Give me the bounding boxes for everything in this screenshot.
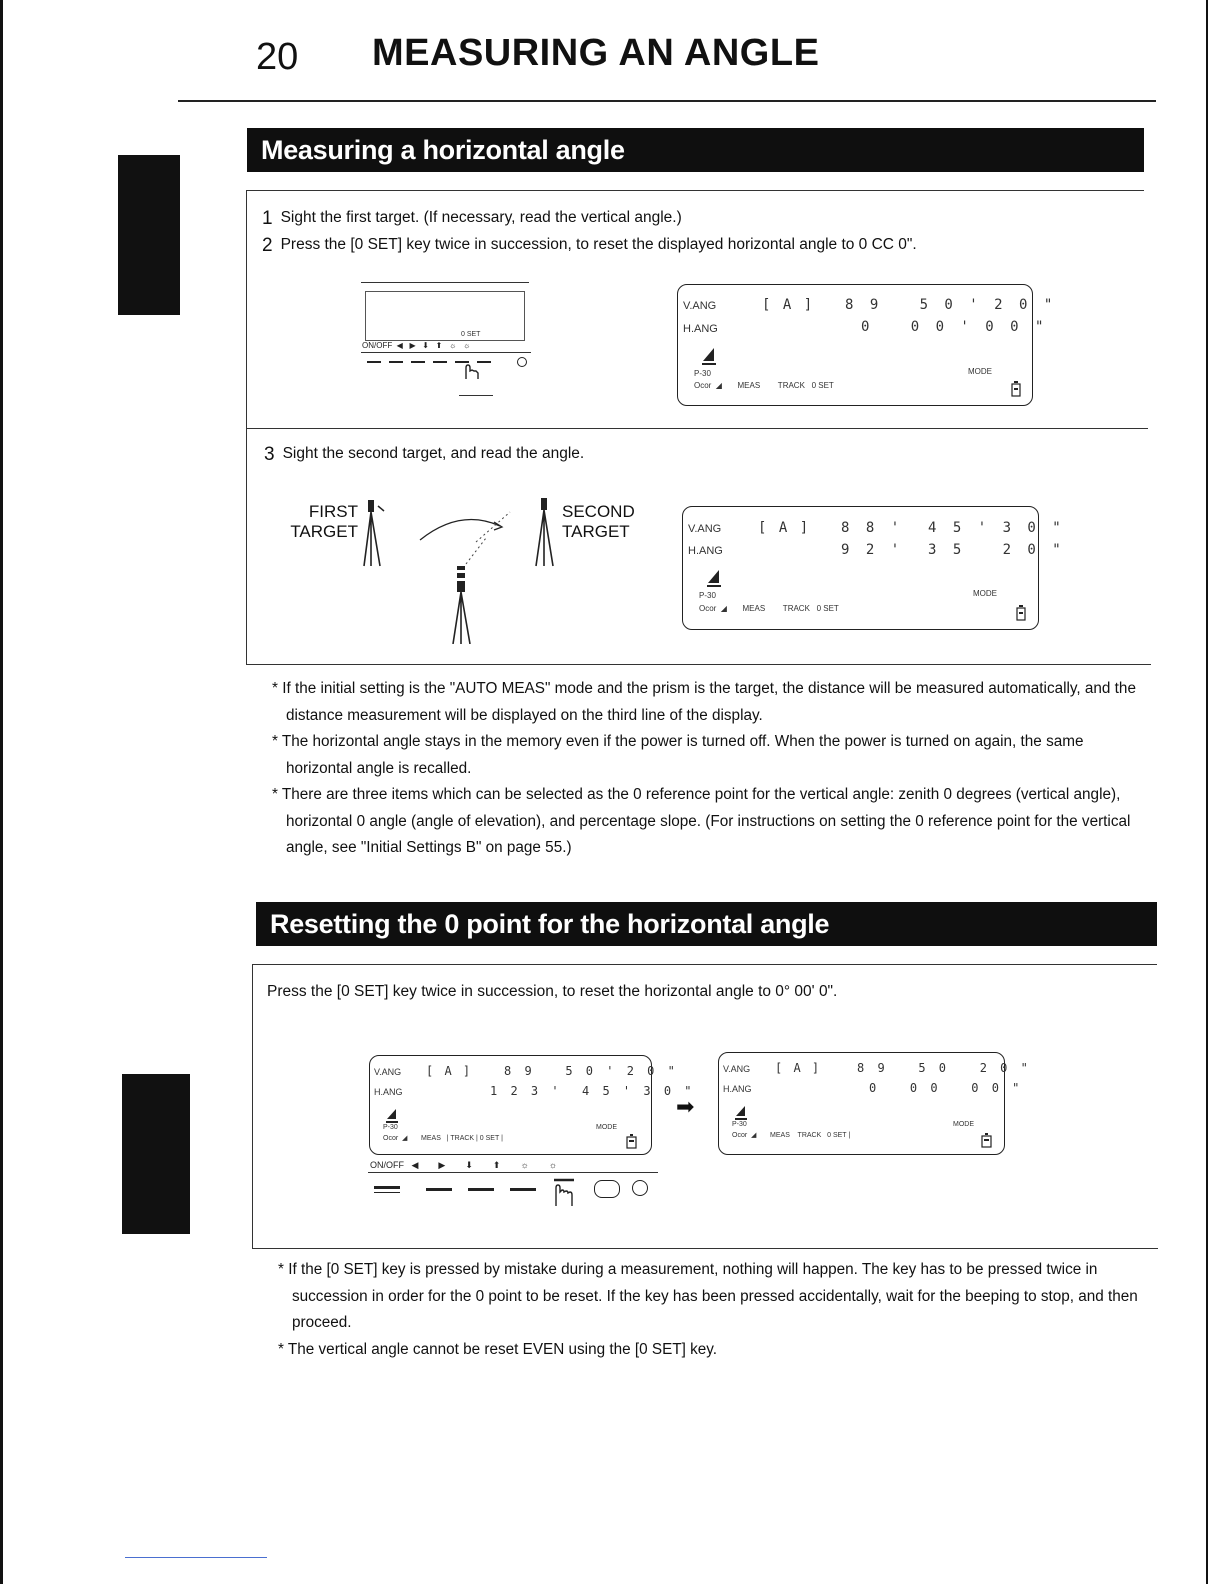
panel-c-circle-key xyxy=(632,1180,648,1196)
reset-instruction: Press the [0 SET] key twice in succession, to reset the horizontal angle to 0° 00' 0". xyxy=(267,983,838,1000)
display-a-vang-label: V.ANG xyxy=(683,300,717,312)
display-c-h-value: 1 2 3 ' 4 5 ' 3 0 " xyxy=(490,1084,695,1098)
rotation-arc xyxy=(420,520,500,540)
lcd-display-a xyxy=(677,284,1057,406)
lcd-display-d xyxy=(718,1052,1031,1155)
first-target-line-2: TARGET xyxy=(290,522,358,541)
panel-a-key-1 xyxy=(367,361,381,363)
panel-a-key-3 xyxy=(411,361,425,363)
keypad-illustration-a xyxy=(357,282,532,400)
page-right-edge xyxy=(1206,0,1208,1584)
battery-icon xyxy=(626,1134,637,1149)
display-d-mode-label: MODE xyxy=(953,1121,974,1128)
prism-icon xyxy=(707,569,721,587)
display-c-p30-label: P-30 xyxy=(383,1124,398,1131)
note-reference-point: * There are three items which can be selected as the 0 reference point for the vertical angle: zenith 0 degrees (vertical angle), horizontal 0 angle (angle of elevation), and percentage slope. (For instructions on setting the 0 reference point for the vertical angle, see "Initial Settings B" on page 55.) xyxy=(272,786,1131,856)
display-c-mode-bracket: [ A ] xyxy=(426,1064,473,1078)
section1-rule-top xyxy=(247,190,1144,191)
battery-icon xyxy=(1015,605,1027,621)
battery-icon xyxy=(1010,381,1022,397)
panel-c-key-2 xyxy=(426,1188,452,1191)
hand-pointer-icon xyxy=(461,362,481,380)
target-sighting-diagram xyxy=(360,498,560,644)
page-number: 20 xyxy=(256,36,299,78)
panel-a-set-label: 0 SET xyxy=(461,331,481,338)
display-a-softkeys: Ocor ◢ MEAS TRACK 0 SET xyxy=(694,381,834,390)
display-c-mode-label: MODE xyxy=(596,1124,617,1131)
display-d-v-value: 8 9 5 0 2 0 " xyxy=(857,1061,1031,1075)
panel-a-key-labels: ON/OFF ◀ ▶ ⬇ ⬆ ☼ ☼ xyxy=(362,341,471,350)
section2-left-rule xyxy=(252,964,253,1248)
page-left-edge xyxy=(0,0,3,1584)
step-1-number: 1 xyxy=(262,208,273,229)
first-target-tripod-icon xyxy=(364,500,384,566)
section1-notes xyxy=(272,676,1142,862)
display-b-v-value: 8 8 ' 4 5 ' 3 0 " xyxy=(841,520,1065,536)
thumb-index-tab-top xyxy=(118,155,180,315)
second-target-line-2: TARGET xyxy=(562,522,630,541)
display-a-mode-bracket: [ A ] xyxy=(762,297,815,313)
display-a-h-value: 0 0 0 ' 0 0 " xyxy=(861,319,1048,335)
panel-c-key-4 xyxy=(510,1188,536,1191)
panel-a-screen xyxy=(365,291,525,341)
display-c-vang-label: V.ANG xyxy=(374,1067,402,1077)
lcd-display-b xyxy=(682,506,1065,630)
section1-bottom-rule xyxy=(246,664,1151,665)
section2-rule-top xyxy=(252,964,1157,965)
display-d-h-value: 0 0 0 0 0 " xyxy=(869,1081,1023,1095)
section1-left-rule xyxy=(246,190,247,664)
section2-notes xyxy=(278,1257,1150,1363)
panel-c-key-1 xyxy=(374,1186,400,1189)
second-target-tripod-icon xyxy=(536,498,553,566)
step-3-number: 3 xyxy=(264,444,275,465)
panel-c-key-labels: ON/OFF ◀ ▶ ⬇ ⬆ ☼ ☼ xyxy=(370,1160,557,1170)
display-b-vang-label: V.ANG xyxy=(688,523,722,535)
display-b-softkeys: Ocor ◢ MEAS TRACK 0 SET xyxy=(699,604,839,613)
display-a-mode-label: MODE xyxy=(968,367,992,376)
page-title: MEASURING AN ANGLE xyxy=(372,32,820,74)
display-a-v-value: 8 9 5 0 ' 2 0 " xyxy=(845,297,1057,313)
display-a-p30-label: P-30 xyxy=(694,369,711,378)
lcd-display-c xyxy=(369,1055,695,1155)
first-target-line-1: FIRST xyxy=(308,502,358,521)
prism-icon xyxy=(386,1108,398,1123)
section-title-measuring: Measuring a horizontal angle xyxy=(261,135,625,165)
display-d-p30-label: P-30 xyxy=(732,1121,747,1128)
step-1 xyxy=(262,208,682,230)
panel-a-key-2 xyxy=(389,361,403,363)
panel-c-key-3 xyxy=(468,1188,494,1191)
section-title-resetting: Resetting the 0 point for the horizontal angle xyxy=(270,909,830,939)
display-b-h-value: 9 2 ' 3 5 2 0 " xyxy=(841,542,1065,558)
prism-icon xyxy=(702,347,716,365)
display-d-softkeys: Ocor ◢ MEAS TRACK 0 SET | xyxy=(732,1132,851,1139)
section-bar-resetting xyxy=(256,902,1157,946)
step-2-number: 2 xyxy=(262,235,273,256)
display-d-mode-bracket: [ A ] xyxy=(775,1061,822,1075)
display-d-hang-label: H.ANG xyxy=(723,1084,752,1094)
thumb-index-tab-bottom xyxy=(122,1074,190,1234)
display-a-hang-label: H.ANG xyxy=(683,323,718,335)
second-target-line-1: SECOND xyxy=(562,502,635,521)
display-b-mode-bracket: [ A ] xyxy=(758,520,811,536)
note-mistake-press: * If the [0 SET] key is pressed by mistake during a measurement, nothing will happen. The key has to be pressed twice in succession in order for the 0 point to be reset. If the key has been pressed accidentally, wait for the beeping to stop, and then proceed. xyxy=(278,1261,1138,1331)
panel-c-oval-key xyxy=(594,1180,620,1198)
hand-pointer-icon xyxy=(548,1176,580,1208)
step-2-text: Press the [0 SET] key twice in succession, to reset the displayed horizontal angle to 0 CC 0". xyxy=(280,236,917,253)
display-b-hang-label: H.ANG xyxy=(688,545,723,557)
instrument-tripod-icon xyxy=(453,566,470,644)
battery-icon xyxy=(981,1133,992,1148)
section-bar-measuring xyxy=(247,128,1144,172)
step-1-text: Sight the first target. (If necessary, read the vertical angle.) xyxy=(280,209,682,226)
note-memory: * The horizontal angle stays in the memory even if the power is turned off. When the power is turned on again, the same horizontal angle is recalled. xyxy=(272,733,1084,777)
step-3 xyxy=(264,444,584,466)
footer-link-rule xyxy=(125,1557,267,1558)
step-2 xyxy=(262,235,917,257)
panel-a-circle-key xyxy=(517,357,527,367)
display-d-vang-label: V.ANG xyxy=(723,1064,751,1074)
prism-icon xyxy=(735,1105,747,1120)
display-b-mode-label: MODE xyxy=(973,589,997,598)
display-c-v-value: 8 9 5 0 ' 2 0 " xyxy=(504,1064,678,1078)
note-vertical-reset: * The vertical angle cannot be reset EVEN using the [0 SET] key. xyxy=(278,1340,718,1358)
display-c-hang-label: H.ANG xyxy=(374,1087,403,1097)
section2-bottom-rule xyxy=(252,1248,1158,1249)
note-auto-meas: * If the initial setting is the "AUTO MEAS" mode and the prism is the target, the distance will be measured automatically, and the distance measurement will be displayed on the third line of the display. xyxy=(272,680,1136,724)
section1-mid-rule xyxy=(246,428,1148,429)
title-rule xyxy=(178,100,1156,102)
display-c-softkeys: Ocor ◢ MEAS | TRACK | 0 SET | xyxy=(383,1135,503,1142)
panel-a-key-4 xyxy=(433,361,447,363)
step-3-text: Sight the second target, and read the angle. xyxy=(282,445,585,462)
transition-arrow-icon: ➡ xyxy=(676,1094,695,1119)
keypad-illustration-c xyxy=(368,1158,658,1228)
display-b-p30-label: P-30 xyxy=(699,591,716,600)
